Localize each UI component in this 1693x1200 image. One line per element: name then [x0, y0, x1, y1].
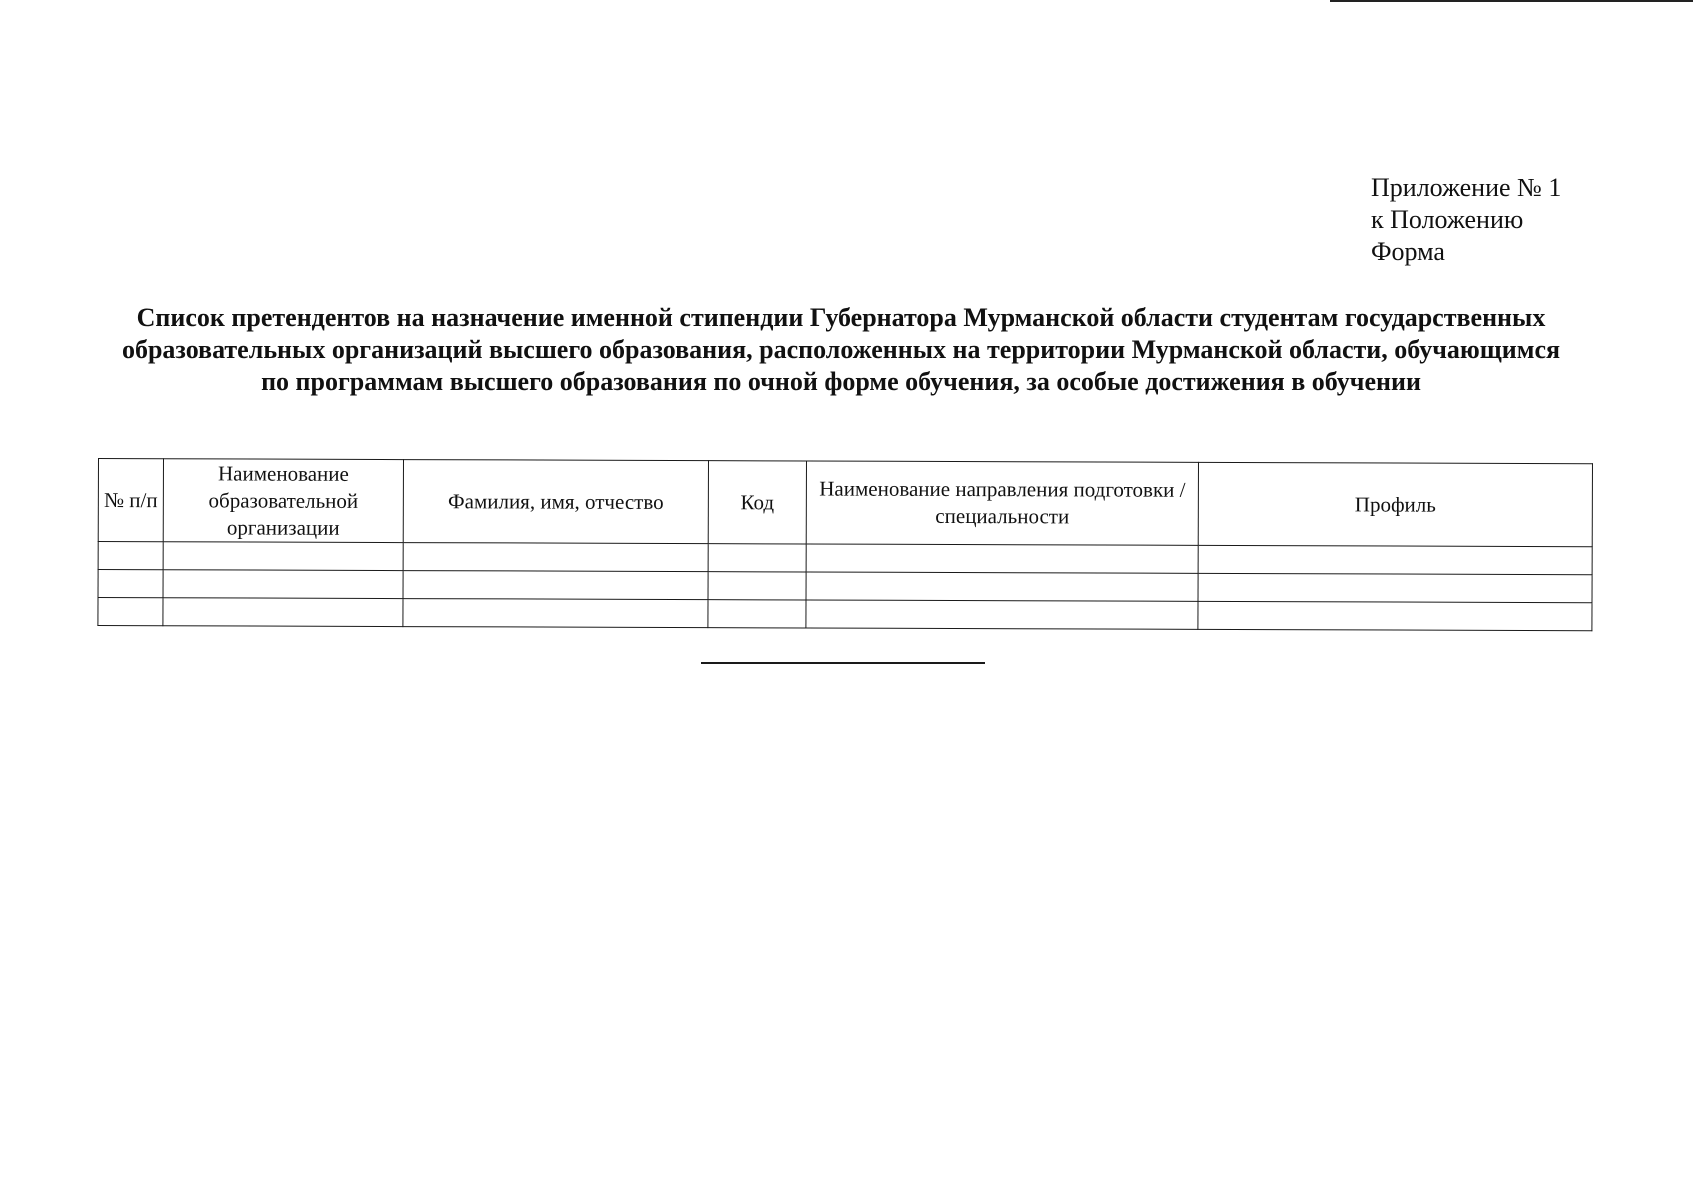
appendix-number: Приложение № 1 [1371, 173, 1562, 202]
table-header-row [98, 459, 1592, 547]
appendix-form-label: Форма [1371, 237, 1445, 266]
table-cell[interactable] [163, 598, 403, 627]
table-cell[interactable] [806, 572, 1198, 601]
table-cell[interactable] [1198, 545, 1592, 574]
table-cell[interactable] [403, 599, 708, 628]
table-cell[interactable] [1198, 601, 1592, 630]
table-cell[interactable] [806, 544, 1198, 573]
table-cell[interactable] [1198, 573, 1592, 602]
table-cell[interactable] [163, 542, 403, 571]
table-cell[interactable] [403, 571, 708, 600]
header-number: № п/п [98, 459, 163, 542]
scan-edge-line [1330, 0, 1693, 2]
table-cell[interactable] [403, 543, 708, 572]
header-specialty: Наименование направления подготовки / специальности [806, 461, 1198, 545]
table-cell[interactable] [708, 600, 806, 628]
header-full-name: Фамилия, имя, отчество [403, 460, 708, 544]
table-cell[interactable] [98, 598, 163, 626]
header-organization: Наименование образовательной организации [163, 459, 403, 543]
table-cell[interactable] [708, 544, 806, 572]
table-cell[interactable] [708, 572, 806, 600]
candidates-table [97, 458, 1593, 631]
table-cell[interactable] [98, 570, 163, 598]
appendix-reference: к Положению [1371, 205, 1524, 234]
document-title: Список претендентов на назначение именной стипендии Губернатора Мурманской области студентам государственных образовательных организаций высшего образования, расположенных на территории Мурманской области, обучающимся по программам высшего образования по очной форме обучения, за особые достижения в обучении [121, 303, 1561, 396]
header-code: Код [708, 461, 806, 544]
header-profile: Профиль [1198, 462, 1592, 546]
table-cell[interactable] [163, 570, 403, 599]
closing-rule [701, 662, 985, 664]
table-cell[interactable] [98, 542, 163, 570]
table-cell[interactable] [806, 600, 1198, 629]
appendix-block [1371, 172, 1561, 268]
table-row [98, 598, 1592, 631]
